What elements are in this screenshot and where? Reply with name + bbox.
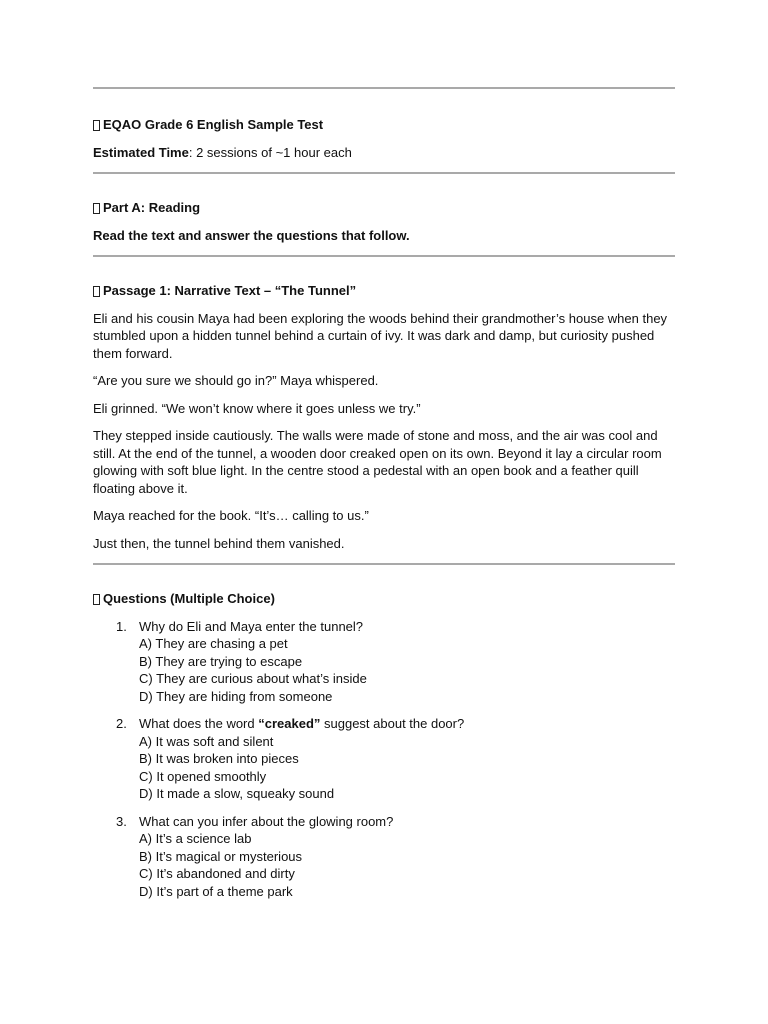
question-keyword: “creaked” <box>258 716 321 731</box>
document-page <box>93 0 675 900</box>
answer-option: D) It’s part of a theme park <box>139 883 293 899</box>
estimated-time-label: Estimated Time <box>93 144 189 160</box>
missing-glyph-icon <box>93 594 100 605</box>
question-item <box>93 715 675 803</box>
question-stem <box>139 814 393 829</box>
question-item <box>93 813 675 901</box>
passage-paragraph: Just then, the tunnel behind them vanished. <box>93 535 345 551</box>
passage-title <box>93 282 675 300</box>
answer-option: B) They are trying to escape <box>139 653 303 669</box>
divider <box>93 172 675 174</box>
answer-option: D) It made a slow, squeaky sound <box>139 786 335 801</box>
answer-option: B) It’s magical or mysterious <box>139 848 303 864</box>
missing-glyph-icon <box>93 286 100 297</box>
question-stem-text: What can you infer about the glowing room? <box>139 813 394 829</box>
missing-glyph-icon <box>93 203 100 214</box>
passage-paragraph: They stepped inside cautiously. The walls were made of stone and moss, and the air was cool and still. At the end of the tunnel, a wooden door creaked open on its own. Beyond it lay a circular room glowing with soft blue light. In the centre stood a pedestal with an open book and a feather quill floating above it. <box>93 428 662 496</box>
part-a-title <box>93 199 675 217</box>
answer-option: A) It’s a science lab <box>139 831 252 846</box>
passage-paragraph: “Are you sure we should go in?” Maya whispered. <box>93 373 379 388</box>
answer-option: A) It was soft and silent <box>139 733 274 749</box>
divider <box>93 87 675 89</box>
question-stem <box>139 619 363 634</box>
answer-option: C) It opened smoothly <box>139 768 267 784</box>
divider <box>93 255 675 257</box>
answer-option: C) They are curious about what’s inside <box>139 671 367 686</box>
missing-glyph-icon <box>93 120 100 131</box>
part-a-title-text: Part A: Reading <box>103 200 201 215</box>
estimated-time <box>93 144 675 162</box>
question-stem-text: suggest about the door? <box>320 716 465 731</box>
questions-title-text: Questions (Multiple Choice) <box>103 591 275 606</box>
passage-paragraph: Eli grinned. “We won’t know where it goes unless we try.” <box>93 400 421 416</box>
question-stem-text: Why do Eli and Maya enter the tunnel? <box>139 618 364 634</box>
passage-paragraph: Eli and his cousin Maya had been exploring the woods behind their grandmother’s house when they stumbled upon a hidden tunnel behind a curtain of ivy. It was dark and damp, but curiosity pushed them forward. <box>93 310 668 361</box>
test-title-text: EQAO Grade 6 English Sample Test <box>103 117 324 132</box>
question-stem-text: What does the word <box>139 716 259 731</box>
question-number: 3. <box>116 813 127 829</box>
question-stem <box>139 716 464 731</box>
answer-option: A) They are chasing a pet <box>139 636 288 651</box>
question-number: 1. <box>116 618 127 634</box>
answer-option: D) They are hiding from someone <box>139 688 333 704</box>
questions-title <box>93 590 675 608</box>
test-title <box>93 116 675 134</box>
estimated-time-value: : 2 sessions of ~1 hour each <box>188 144 352 160</box>
answer-option: C) It’s abandoned and dirty <box>139 866 295 881</box>
passage-title-text: Passage 1: Narrative Text – “The Tunnel” <box>103 283 357 298</box>
question-list <box>93 618 675 901</box>
question-number: 2. <box>116 716 127 731</box>
part-a-instruction: Read the text and answer the questions that follow. <box>93 227 410 243</box>
answer-option: B) It was broken into pieces <box>139 751 299 766</box>
divider <box>93 563 675 565</box>
question-item <box>93 618 675 706</box>
passage-paragraph: Maya reached for the book. “It’s… calling to us.” <box>93 508 369 523</box>
